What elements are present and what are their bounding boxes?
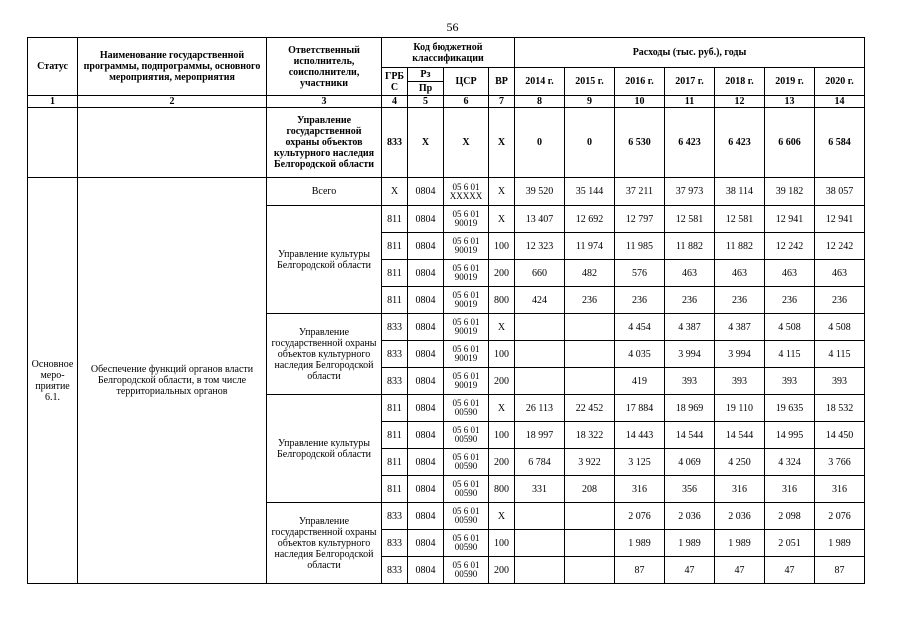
csr-cell: 05 6 01 00590 [444,503,489,530]
value-cell [565,557,615,584]
column-number: 11 [665,96,715,108]
column-number: 10 [615,96,665,108]
grbs-cell: 811 [382,395,408,422]
value-cell: 2 051 [765,530,815,557]
value-cell: 393 [815,368,865,395]
csr-cell: 05 6 01 90019 [444,206,489,233]
value-cell [515,557,565,584]
vr-cell: 100 [489,530,515,557]
grbs-cell: 811 [382,260,408,287]
vr-cell: 800 [489,476,515,503]
value-cell: 2 076 [615,503,665,530]
rzpr-cell: 0804 [408,449,444,476]
value-cell: 4 508 [815,314,865,341]
value-cell: 14 450 [815,422,865,449]
value-cell: 316 [815,476,865,503]
value-cell: 38 114 [715,178,765,206]
value-cell: 1 989 [815,530,865,557]
value-cell: 38 057 [815,178,865,206]
rzpr-cell: 0804 [408,503,444,530]
column-number: 1 [28,96,78,108]
total-row [28,178,865,206]
value-cell: 19 635 [765,395,815,422]
header-csr: ЦСР [444,68,489,96]
value-cell: 4 035 [615,341,665,368]
total-label: Всего [267,178,382,206]
value-cell: 3 994 [665,341,715,368]
value-cell [565,530,615,557]
header-vr: ВР [489,68,515,96]
value-cell: 12 581 [715,206,765,233]
value-cell: 12 797 [615,206,665,233]
csr-cell: 05 6 01 90019 [444,233,489,260]
value-cell: 236 [815,287,865,314]
responsible-cell: Управление государственной охраны объектов культурного наследия Белгородской области [267,314,382,395]
header-grbs: ГРБ С [382,68,408,96]
value-cell: 12 941 [765,206,815,233]
csr-cell: 05 6 01 90019 [444,287,489,314]
value-cell: 6 423 [715,108,765,178]
value-cell: 39 182 [765,178,815,206]
responsible-cell: Управление культуры Белгородской области [267,206,382,314]
header-year: 2018 г. [715,68,765,96]
value-cell: 3 125 [615,449,665,476]
table-row [28,108,865,178]
value-cell: 4 324 [765,449,815,476]
header-year: 2016 г. [615,68,665,96]
rzpr-cell: 0804 [408,422,444,449]
value-cell: 18 997 [515,422,565,449]
value-cell: 35 144 [565,178,615,206]
rzpr-cell: 0804 [408,314,444,341]
value-cell: 1 989 [665,530,715,557]
csr-cell: 05 6 01 90019 [444,341,489,368]
value-cell: 18 322 [565,422,615,449]
value-cell: 22 452 [565,395,615,422]
value-cell: 463 [815,260,865,287]
value-cell: 87 [615,557,665,584]
vr-cell: 200 [489,260,515,287]
value-cell: 4 115 [765,341,815,368]
value-cell: 3 766 [815,449,865,476]
value-cell: 4 250 [715,449,765,476]
value-cell: 331 [515,476,565,503]
value-cell: 47 [715,557,765,584]
responsible-cell: Управление государственной охраны объектов культурного наследия Белгородской области [267,503,382,584]
value-cell: 1 989 [715,530,765,557]
value-cell [565,314,615,341]
csr-cell: 05 6 01 00590 [444,557,489,584]
vr-cell: X [489,206,515,233]
vr-cell: 200 [489,557,515,584]
column-number: 3 [267,96,382,108]
column-numbers-row [28,96,865,108]
rzpr-cell: 0804 [408,260,444,287]
value-cell: 463 [765,260,815,287]
value-cell: 2 076 [815,503,865,530]
rzpr-cell: X [408,108,444,178]
value-cell: 12 692 [565,206,615,233]
rzpr-cell: 0804 [408,341,444,368]
header-code-group: Код бюджетной классификации [382,38,515,68]
page-number: 56 [446,20,459,34]
value-cell: 13 407 [515,206,565,233]
value-cell: 316 [615,476,665,503]
vr-cell: X [489,314,515,341]
value-cell: 14 544 [715,422,765,449]
value-cell: 4 115 [815,341,865,368]
vr-cell: 100 [489,233,515,260]
value-cell: 4 508 [765,314,815,341]
vr-cell: 200 [489,449,515,476]
value-cell: 11 882 [665,233,715,260]
value-cell: 17 884 [615,395,665,422]
vr-cell: 100 [489,341,515,368]
value-cell: 208 [565,476,615,503]
csr-cell: 05 6 01 00590 [444,422,489,449]
column-number: 13 [765,96,815,108]
csr-cell: 05 6 01 00590 [444,449,489,476]
grbs-cell: 833 [382,368,408,395]
value-cell: 236 [665,287,715,314]
column-number: 6 [444,96,489,108]
csr-cell: 05 6 01 00590 [444,530,489,557]
grbs-cell: X [382,178,408,206]
header-rz: Рз [408,68,444,82]
value-cell: 660 [515,260,565,287]
value-cell [515,530,565,557]
value-cell: 11 974 [565,233,615,260]
value-cell: 393 [665,368,715,395]
grbs-cell: 833 [382,530,408,557]
column-number: 9 [565,96,615,108]
value-cell: 12 941 [815,206,865,233]
value-cell: 236 [565,287,615,314]
header-status: Статус [28,38,78,96]
value-cell: 236 [765,287,815,314]
column-number: 2 [78,96,267,108]
value-cell [515,314,565,341]
grbs-cell: 811 [382,422,408,449]
grbs-cell: 833 [382,108,408,178]
column-number: 12 [715,96,765,108]
value-cell [565,368,615,395]
value-cell: 39 520 [515,178,565,206]
value-cell: 424 [515,287,565,314]
status-cell [28,108,78,178]
value-cell: 14 443 [615,422,665,449]
value-cell: 3 922 [565,449,615,476]
rzpr-cell: 0804 [408,368,444,395]
value-cell: 26 113 [515,395,565,422]
value-cell: 2 036 [665,503,715,530]
grbs-cell: 811 [382,449,408,476]
csr-cell: 05 6 01 00590 [444,476,489,503]
responsible-cell: Управление государственной охраны объектов культурного наследия Белгородской области [267,108,382,178]
value-cell: 4 069 [665,449,715,476]
value-cell: 0 [515,108,565,178]
header-pr: Пр [408,82,444,96]
value-cell: 11 985 [615,233,665,260]
grbs-cell: 833 [382,314,408,341]
header-expenses: Расходы (тыс. руб.), годы [515,38,865,68]
vr-cell: 100 [489,422,515,449]
value-cell: 463 [715,260,765,287]
column-number: 14 [815,96,865,108]
csr-cell: 05 6 01 90019 [444,368,489,395]
vr-cell: X [489,395,515,422]
value-cell: 19 110 [715,395,765,422]
value-cell: 482 [565,260,615,287]
value-cell: 14 544 [665,422,715,449]
value-cell: 11 882 [715,233,765,260]
header-year: 2020 г. [815,68,865,96]
grbs-cell: 833 [382,503,408,530]
value-cell: 316 [765,476,815,503]
rzpr-cell: 0804 [408,206,444,233]
value-cell: 576 [615,260,665,287]
name-cell [78,108,267,178]
column-number: 7 [489,96,515,108]
value-cell: 12 581 [665,206,715,233]
value-cell: 4 387 [715,314,765,341]
value-cell: 393 [715,368,765,395]
grbs-cell: 811 [382,287,408,314]
value-cell: 87 [815,557,865,584]
rzpr-cell: 0804 [408,530,444,557]
value-cell: 18 532 [815,395,865,422]
grbs-cell: 833 [382,341,408,368]
header-responsible: Ответственный исполнитель, соисполнители, участники [267,38,382,96]
budget-table [27,37,865,584]
csr-cell: 05 6 01 00590 [444,395,489,422]
grbs-cell: 811 [382,233,408,260]
value-cell: 6 606 [765,108,815,178]
value-cell: 463 [665,260,715,287]
csr-cell: 05 6 01 90019 [444,314,489,341]
csr-cell: 05 6 01 90019 [444,260,489,287]
value-cell: 12 242 [815,233,865,260]
value-cell: 0 [565,108,615,178]
value-cell: 2 098 [765,503,815,530]
value-cell: 316 [715,476,765,503]
vr-cell: X [489,178,515,206]
vr-cell: 800 [489,287,515,314]
header-year: 2017 г. [665,68,715,96]
value-cell: 2 036 [715,503,765,530]
grbs-cell: 833 [382,557,408,584]
rzpr-cell: 0804 [408,395,444,422]
value-cell: 47 [765,557,815,584]
value-cell: 6 584 [815,108,865,178]
header-name: Наименование государственной программы, подпрограммы, основного мероприятия, мероприятия [78,38,267,96]
value-cell [565,503,615,530]
grbs-cell: 811 [382,476,408,503]
csr-cell: 05 6 01 XXXXX [444,178,489,206]
column-number: 8 [515,96,565,108]
csr-cell: X [444,108,489,178]
header-year: 2014 г. [515,68,565,96]
value-cell: 356 [665,476,715,503]
value-cell: 4 454 [615,314,665,341]
vr-cell: 200 [489,368,515,395]
header-year: 2019 г. [765,68,815,96]
value-cell: 14 995 [765,422,815,449]
value-cell: 4 387 [665,314,715,341]
value-cell [515,503,565,530]
value-cell: 47 [665,557,715,584]
value-cell: 6 784 [515,449,565,476]
rzpr-cell: 0804 [408,287,444,314]
value-cell: 6 530 [615,108,665,178]
rzpr-cell: 0804 [408,178,444,206]
vr-cell: X [489,503,515,530]
responsible-cell: Управление культуры Белгородской области [267,395,382,503]
value-cell: 12 323 [515,233,565,260]
name-cell: Обеспечение функций органов власти Белгородской области, в том числе территориальных органов [78,178,267,584]
value-cell: 6 423 [665,108,715,178]
rzpr-cell: 0804 [408,557,444,584]
value-cell [565,341,615,368]
grbs-cell: 811 [382,206,408,233]
value-cell: 37 973 [665,178,715,206]
value-cell [515,368,565,395]
value-cell: 1 989 [615,530,665,557]
vr-cell: X [489,108,515,178]
value-cell: 393 [765,368,815,395]
value-cell: 18 969 [665,395,715,422]
column-number: 5 [408,96,444,108]
value-cell [515,341,565,368]
rzpr-cell: 0804 [408,476,444,503]
value-cell: 236 [615,287,665,314]
value-cell: 3 994 [715,341,765,368]
rzpr-cell: 0804 [408,233,444,260]
column-number: 4 [382,96,408,108]
value-cell: 236 [715,287,765,314]
value-cell: 37 211 [615,178,665,206]
header-year: 2015 г. [565,68,615,96]
status-cell: Основное меро-приятие 6.1. [28,178,78,584]
value-cell: 12 242 [765,233,815,260]
value-cell: 419 [615,368,665,395]
